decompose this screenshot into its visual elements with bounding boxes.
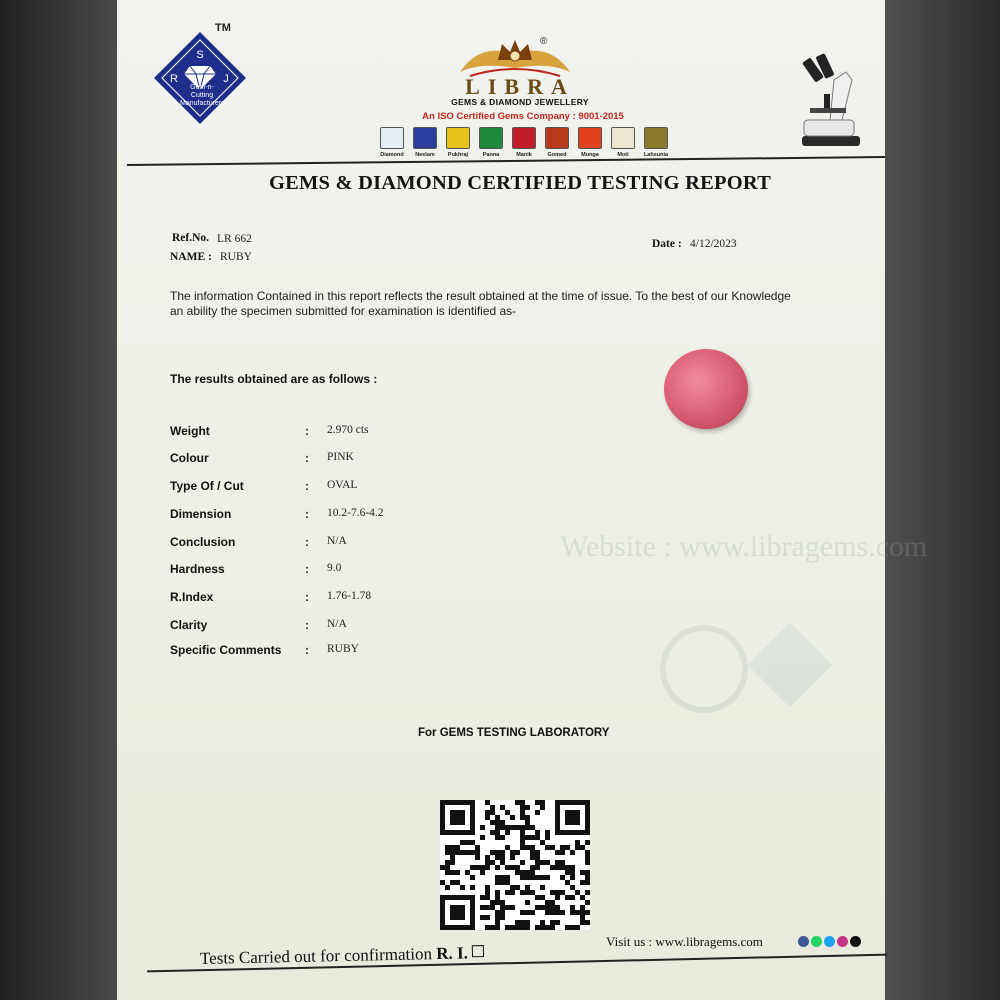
youtube-icon[interactable]	[850, 936, 861, 947]
property-key: Specific Comments	[170, 643, 282, 657]
qr-code[interactable]	[440, 800, 590, 930]
property-row-comments	[170, 643, 510, 663]
tests-text: Tests Carried out for confirmation	[199, 944, 433, 968]
brand-subtitle: GEMS & DIAMOND JEWELLERY	[451, 97, 589, 107]
intro-paragraph: The information Contained in this report reflects the result obtained at the time of issue. To the best of our Knowledge an ability the specimen submitted for examination is identified as-	[170, 289, 791, 318]
property-value: OVAL	[327, 479, 358, 491]
gem-swatch	[611, 127, 635, 149]
property-key: Type Of / Cut	[170, 479, 244, 493]
property-colon: :	[305, 424, 309, 438]
social-icons	[798, 934, 878, 948]
gem-neelam	[411, 127, 439, 158]
name-value: RUBY	[220, 251, 252, 263]
gem-label: Gomed	[547, 152, 567, 158]
badge-letter-s: S	[196, 49, 204, 61]
property-row-colour	[170, 451, 510, 471]
property-value: N/A	[327, 535, 347, 547]
gem-label: Moti	[617, 152, 629, 158]
property-value: 10.2-7.6-4.2	[327, 507, 384, 519]
name-label: NAME :	[170, 251, 212, 263]
badge-letter-r: R	[170, 73, 178, 85]
gem-label: Panna	[482, 152, 500, 158]
lab-signature-label: For GEMS TESTING LABORATORY	[418, 727, 610, 739]
property-row-clarity	[170, 618, 510, 638]
property-colon: :	[305, 507, 309, 521]
instagram-icon[interactable]	[837, 936, 848, 947]
gem-label: Neelam	[415, 152, 435, 158]
checkbox-icon	[472, 945, 484, 957]
gem-swatch	[380, 127, 404, 149]
property-row-rindex	[170, 590, 510, 610]
tests-method: R. I.	[436, 943, 469, 964]
badge-letter-j: J	[223, 73, 229, 85]
report-title: GEMS & DIAMOND CERTIFIED TESTING REPORT	[268, 172, 772, 194]
gem-munga	[576, 127, 604, 158]
property-value: PINK	[327, 451, 354, 463]
property-colon: :	[305, 479, 309, 493]
iso-line: An ISO Certified Gems Company : 9001-2015	[422, 111, 624, 122]
left-background	[0, 0, 117, 1000]
whatsapp-icon[interactable]	[811, 936, 822, 947]
property-key: Hardness	[170, 562, 225, 576]
property-key: Dimension	[170, 507, 232, 521]
badge-trademark: TM	[215, 22, 231, 34]
results-heading: The results obtained are as follows :	[170, 372, 378, 386]
property-colon: :	[305, 590, 309, 604]
gem-moti	[609, 127, 637, 158]
gem-swatch	[512, 127, 536, 149]
gem-pukhraj	[444, 127, 472, 158]
badge-caption: Gem-n-Cutting Manufacturers	[180, 84, 225, 107]
gem-label: Diamond	[380, 152, 404, 158]
property-row-weight	[170, 424, 510, 444]
property-colon: :	[305, 451, 309, 465]
property-value: 9.0	[327, 562, 342, 574]
property-row-hardness	[170, 562, 510, 582]
ref-label: Ref.No.	[172, 232, 210, 244]
gem-swatch	[479, 127, 503, 149]
seal-watermark	[660, 625, 748, 713]
gem-swatch	[545, 127, 569, 149]
property-key: Conclusion	[170, 535, 236, 549]
website-watermark: Website : www.libragems.com	[560, 530, 928, 563]
property-colon: :	[305, 562, 309, 576]
property-key: R.Index	[170, 590, 214, 604]
gem-lahsunia	[642, 127, 670, 158]
date-label: Date :	[652, 238, 682, 250]
facebook-icon[interactable]	[798, 936, 809, 947]
property-value: N/A	[327, 618, 347, 630]
gem-swatch	[578, 127, 602, 149]
gem-label: Munga	[581, 152, 599, 158]
property-colon: :	[305, 618, 309, 632]
registered-mark: ®	[540, 36, 548, 47]
date-value: 4/12/2023	[690, 238, 737, 250]
property-value: RUBY	[327, 643, 359, 655]
gem-swatch	[413, 127, 437, 149]
property-key: Weight	[170, 424, 210, 438]
brand-name: LIBRA	[465, 74, 575, 99]
property-value: 2.970 cts	[327, 424, 369, 436]
gem-label: Lahsunia	[643, 152, 669, 158]
gem-swatch	[644, 127, 668, 149]
ref-value: LR 662	[217, 233, 252, 245]
property-colon: :	[305, 535, 309, 549]
srj-badge-logo	[152, 30, 248, 126]
gem-manik	[510, 127, 538, 158]
gem-label: Manik	[516, 152, 532, 158]
gem-diamond	[378, 127, 406, 158]
visit-website-text: Visit us : www.libragems.com	[606, 934, 763, 949]
property-row-conclusion	[170, 535, 510, 555]
gem-swatch	[446, 127, 470, 149]
property-row-cut	[170, 479, 510, 499]
right-background	[885, 0, 1000, 1000]
microscope-icon	[790, 50, 870, 150]
gem-panna	[477, 127, 505, 158]
property-row-dimension	[170, 507, 510, 527]
gem-gomed	[543, 127, 571, 158]
twitter-icon[interactable]	[824, 936, 835, 947]
property-colon: :	[305, 643, 309, 657]
gem-label: Pukhraj	[447, 152, 469, 158]
property-key: Clarity	[170, 618, 208, 632]
property-key: Colour	[170, 451, 209, 465]
property-value: 1.76-1.78	[327, 590, 372, 602]
ruby-stone-image	[664, 349, 748, 429]
